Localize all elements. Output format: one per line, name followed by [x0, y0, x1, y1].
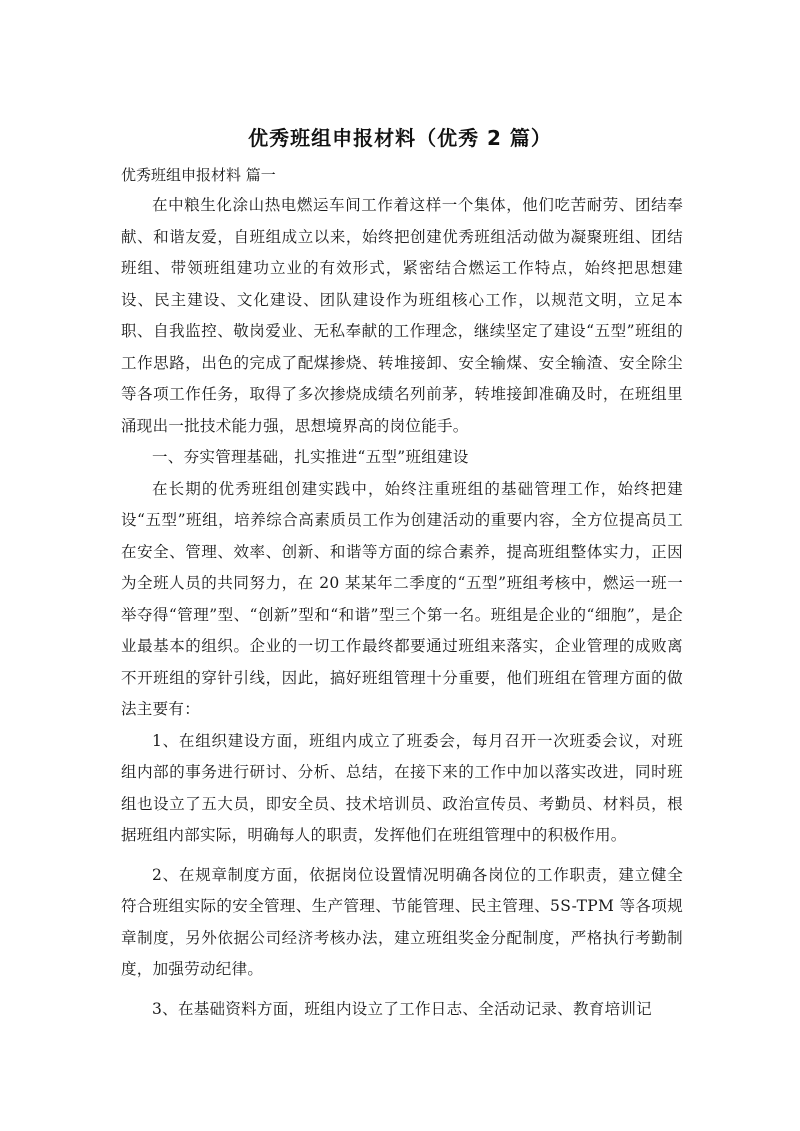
paragraph-intro: 在中粮生化涂山热电燃运车间工作着这样一个集体，他们吃苦耐劳、团结奉献、和谐友爱，自班组成立以来，始终把创建优秀班组活动做为凝聚班组、团结班组、带领班组建功立业的有效形式，紧密结合燃运工作特点，始终把思想建设、民主建设、文化建设、团队建设作为班组核心工作，以规范文明，立足本职、自我监控、敬岗爱业、无私奉献的工作理念，继续坚定了建设“五型”班组的工作思路，出色的完成了配煤掺烧、转堆接卸、安全输煤、安全输渣、安全除尘等各项工作任务，取得了多次掺烧成绩名列前茅，转堆接卸准确及时，在班组里涌现出一批技术能力强，思想境界高的岗位能手。: [121, 196, 683, 435]
document-subtitle: 优秀班组申报材料 篇一: [121, 166, 276, 184]
document-title: 优秀班组申报材料（优秀 2 篇）: [248, 126, 552, 150]
paragraph-item-2: 2、在规章制度方面，依据岗位设置情况明确各岗位的工作职责，建立健全符合班组实际的安全管理、生产管理、节能管理、民主管理、5S-TPM 等各项规章制度，另外依据公司经济考核办法，建立班组奖金分配制度，严格执行考勤制度，加强劳动纪律。: [121, 865, 683, 978]
section-heading: 一、夯实管理基础，扎实推进“五型”班组建设: [152, 448, 469, 466]
paragraph-item-3: 3、在基础资料方面，班组内设立了工作日志、全活动记录、教育培训记: [152, 999, 652, 1018]
paragraph-management: 在长期的优秀班组创建实践中，始终注重班组的基础管理工作，始终把建设“五型”班组，培养综合高素质员工作为创建活动的重要内容，全方位提高员工在安全、管理、效率、创新、和谐等方面的综合素养，提高班组整体实力，正因为全班人员的共同努力，在 20 某某年二季度的“五型”班组考核中，燃运一班一举夺得“管理”型、“创新”型和“和谐”型三个第一名。班组是企业的“细胞”，是企业最基本的组织。企业的一切工作最终都要通过班组来落实，企业管理的成败离不开班组的穿针引线，因此，搞好班组管理十分重要，他们班组在管理方面的做法主要有：: [121, 479, 683, 718]
paragraph-item-1: 1、在组织建设方面，班组内成立了班委会，每月召开一次班委会议，对班组内部的事务进行研讨、分析、总结，在接下来的工作中加以落实改进，同时班组也设立了五大员，即安全员、技术培训员、政治宣传员、考勤员、材料员，根据班组内部实际，明确每人的职责，发挥他们在班组管理中的积极作用。: [121, 731, 683, 844]
document-body: [121, 190, 683, 1025]
